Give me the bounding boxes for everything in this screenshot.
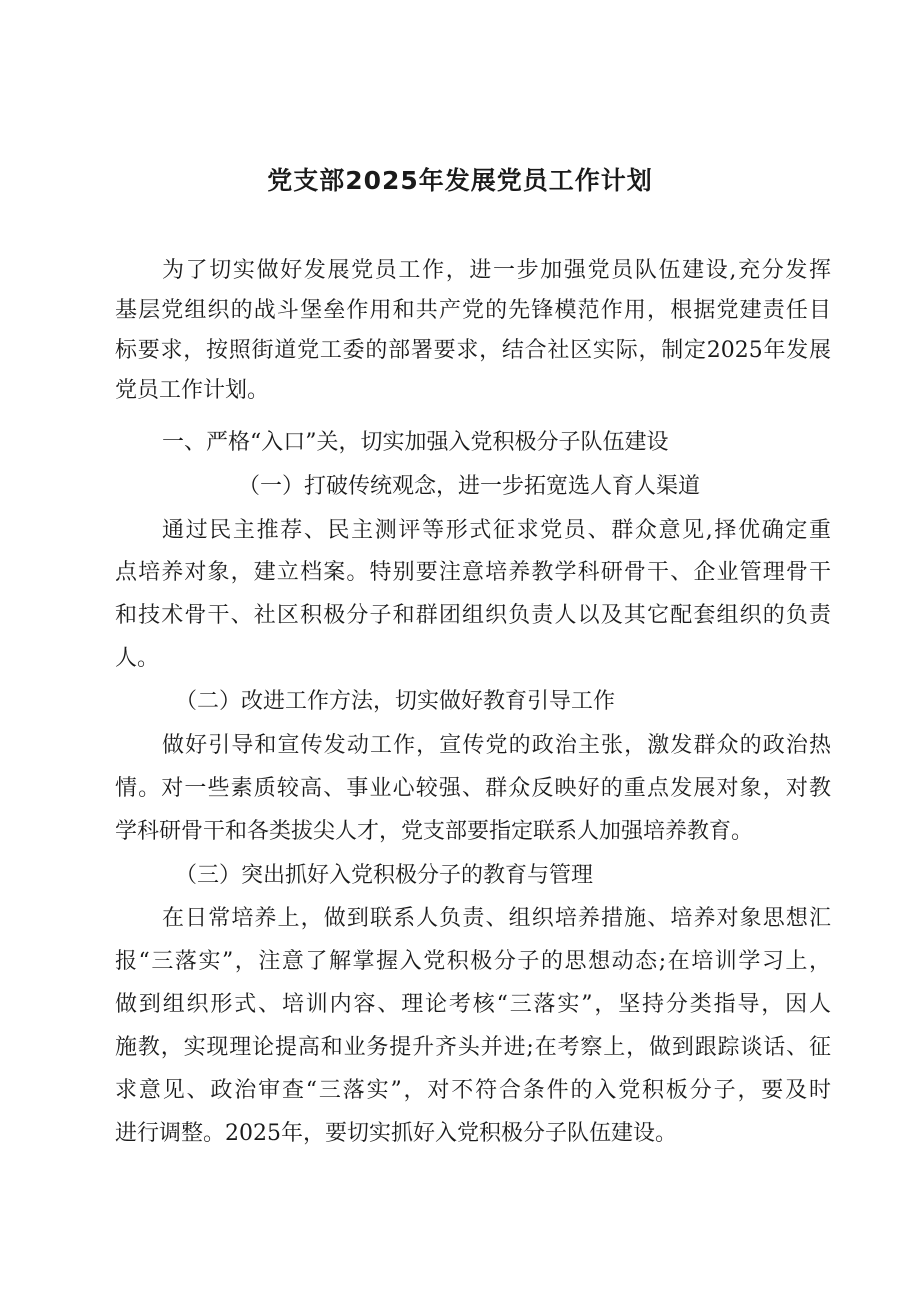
sub1-line-3: 和技术骨干、社区积极分子和群团组织负责人以及其它配套组织的负责 bbox=[115, 603, 831, 628]
sub3-line-3: 做到组织形式、培训内容、理论考核“三落实”，坚持分类指导，因人 bbox=[115, 992, 831, 1017]
sub2-line-1: 做好引导和宣传发动工作，宣传党的政治主张，激发群众的政治热 bbox=[162, 733, 831, 758]
intro-line-3: 标要求，按照街道党工委的部署要求，结合社区实际，制定2025年发展 bbox=[115, 338, 831, 363]
sub3-line-5: 求意见、政治审查“三落实”，对不符合条件的入党积板分子，要及时 bbox=[115, 1078, 831, 1103]
sub3-line-4: 施教，实现理论提高和业务提升齐头并进;在考察上，做到跟踪谈话、征 bbox=[115, 1035, 831, 1060]
sub1-line-2: 点培养对象，建立档案。特别要注意培养教学科研骨干、企业管理骨干 bbox=[115, 560, 831, 585]
intro-line-1: 为了切实做好发展党员工作，进一步加强党员队伍建设,充分发挥 bbox=[162, 258, 831, 283]
sub3-line-2: 报“三落实”，注意了解掌握入党积极分子的思想动态;在培训学习上， bbox=[115, 949, 831, 974]
document-title: 党支部2025年发展党员工作计划 bbox=[267, 166, 653, 195]
intro-line-4: 党员工作计划。 bbox=[115, 378, 270, 403]
sub3-line-1: 在日常培养上，做到联系人负责、组织培养措施、培养对象思想汇 bbox=[162, 906, 831, 931]
intro-line-2: 基层党组织的战斗堡垒作用和共产党的先锋模范作用，根据党建责任目 bbox=[115, 298, 831, 323]
sub3-line-6: 进行调整。2025年，要切实抓好入党积极分子队伍建设。 bbox=[115, 1121, 677, 1146]
sub1-line-4: 人。 bbox=[115, 646, 160, 671]
section-heading-1: 一、严格“入口”关，切实加强入党积极分子队伍建设 bbox=[162, 430, 669, 455]
sub2-line-2: 情。对一些素质较高、事业心较强、群众反映好的重点发展对象，对教 bbox=[115, 776, 831, 801]
subsection-heading-3: （三）突出抓好入党积极分子的教育与管理 bbox=[175, 863, 594, 888]
sub1-line-1: 通过民主推荐、民主测评等形式征求党员、群众意见,择优确定重 bbox=[162, 518, 831, 543]
subsection-heading-1: （一）打破传统观念，进一步拓宽选人育人渠道 bbox=[238, 474, 701, 499]
subsection-heading-2: （二）改进工作方法，切实做好教育引导工作 bbox=[175, 689, 616, 714]
sub2-line-3: 学科研骨干和各类拔尖人才，党支部要指定联系人加强培养教育。 bbox=[115, 819, 754, 844]
